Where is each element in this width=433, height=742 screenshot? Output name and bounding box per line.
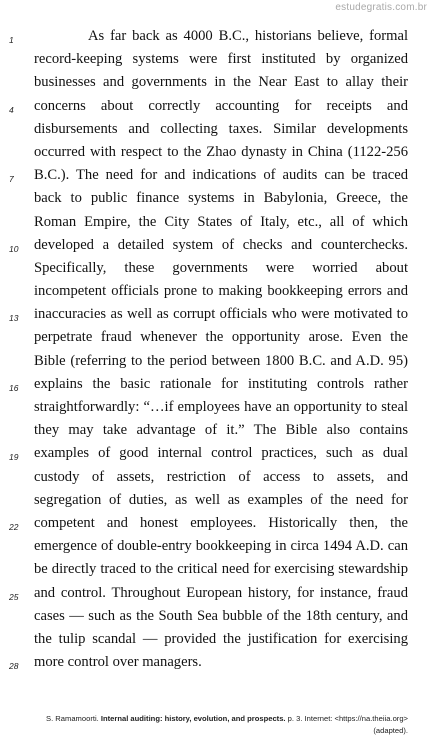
passage-line [34, 628, 408, 651]
line-number: 1 [9, 35, 14, 45]
line-text: the tulip scandal — provided the justification for exercising [34, 630, 408, 647]
passage-line [34, 326, 408, 349]
line-text: cases — such as the South Sea bubble of the 18th century, and [34, 607, 408, 624]
line-number: 16 [9, 382, 19, 393]
passage-line [34, 211, 408, 234]
line-number: 13 [9, 313, 19, 324]
line-text: emergence of double-entry bookkeeping in circa 1494 A.D. can [34, 538, 408, 555]
passage-line [34, 535, 408, 558]
line-number: 4 [9, 104, 14, 115]
passage-line [34, 489, 408, 512]
passage-line [34, 141, 408, 164]
passage-line [9, 582, 408, 605]
line-text: segregation of duties, as well as examples of the need for [34, 491, 408, 508]
passage-line [34, 605, 408, 628]
line-text: concerns about correctly accounting for receipts and [34, 97, 408, 114]
passage-line [9, 164, 408, 187]
line-text: and control. Throughout European history, for instance, fraud [34, 584, 408, 601]
passage-line [9, 373, 408, 396]
line-text: be directly traced to the critical need for exercising stewardship [34, 561, 408, 578]
line-text: B.C.). The need for and indications of audits can be traced [34, 167, 408, 184]
line-number: 7 [9, 174, 14, 185]
passage-line [9, 303, 408, 326]
passage-line [34, 48, 408, 71]
passage-line [9, 442, 408, 465]
line-text: record-keeping systems were first instituted by organized [34, 51, 408, 68]
line-text: custody of assets, restriction of access to assets, and [34, 468, 408, 485]
line-text: inaccuracies as well as corrupt officials who were motivated to [34, 306, 408, 323]
line-text: back to public finance systems in Babylonia, Greece, the [34, 190, 408, 207]
line-text: straightforwardly: “…if employees have an opportunity to steal [34, 399, 408, 415]
reading-passage [9, 25, 408, 674]
line-text: they may take advantage of it.” The Bible also contains [34, 422, 408, 439]
line-text: disbursements and collecting taxes. Similar developments [34, 120, 408, 137]
citation-details: p. 3. Internet: <https://na.theiia.org> (adapted). [287, 714, 408, 735]
passage-line [34, 350, 408, 373]
citation-title: Internal auditing: history, evolution, and prospects. [100, 714, 286, 723]
line-number: 28 [9, 661, 19, 672]
line-number: 19 [9, 452, 19, 463]
passage-line [9, 234, 408, 257]
citation-author: S. Ramamoorti. [46, 714, 99, 723]
line-number: 10 [9, 243, 19, 254]
passage-line [34, 466, 408, 489]
passage-line [34, 118, 408, 141]
site-watermark: estudegratis.com.br [335, 2, 427, 13]
line-text: competent and honest employees. Historically then, the [34, 514, 408, 531]
line-text: explains the basic rationale for instituting controls rather [34, 375, 408, 392]
passage-line [34, 71, 408, 94]
passage-line [34, 257, 408, 280]
passage-line [34, 280, 408, 303]
line-text: Bible (referring to the period between 1800 B.C. and A.D. 95) [34, 352, 408, 369]
passage-line [34, 558, 408, 581]
line-text: more control over managers. [34, 654, 202, 671]
line-text: examples of good internal control practices, such as dual [34, 445, 408, 462]
passage-line [34, 396, 408, 419]
passage-line [9, 651, 408, 674]
line-text: occurred with respect to the Zhao dynasty in China (1122-256 [34, 143, 408, 160]
passage-line [34, 187, 408, 210]
line-text: Specifically, these governments were worried about [34, 259, 408, 276]
line-text: Roman Empire, the City States of Italy, etc., all of which [34, 213, 408, 230]
source-citation [34, 713, 408, 737]
line-text: developed a detailed system of checks and counterchecks. [34, 236, 408, 253]
line-text: perpetrate fraud whenever the opportunity arose. Even the [34, 329, 408, 346]
line-text: incompetent officials prone to making bookkeeping errors and [34, 283, 408, 300]
line-number: 25 [9, 591, 19, 602]
line-text: businesses and governments in the Near East to allay their [34, 74, 408, 91]
passage-line [9, 95, 408, 118]
line-number: 22 [9, 521, 19, 532]
line-text: As far back as 4000 B.C., historians believe, formal [88, 28, 408, 44]
passage-line [9, 512, 408, 535]
passage-line [34, 419, 408, 442]
passage-line [9, 25, 408, 48]
